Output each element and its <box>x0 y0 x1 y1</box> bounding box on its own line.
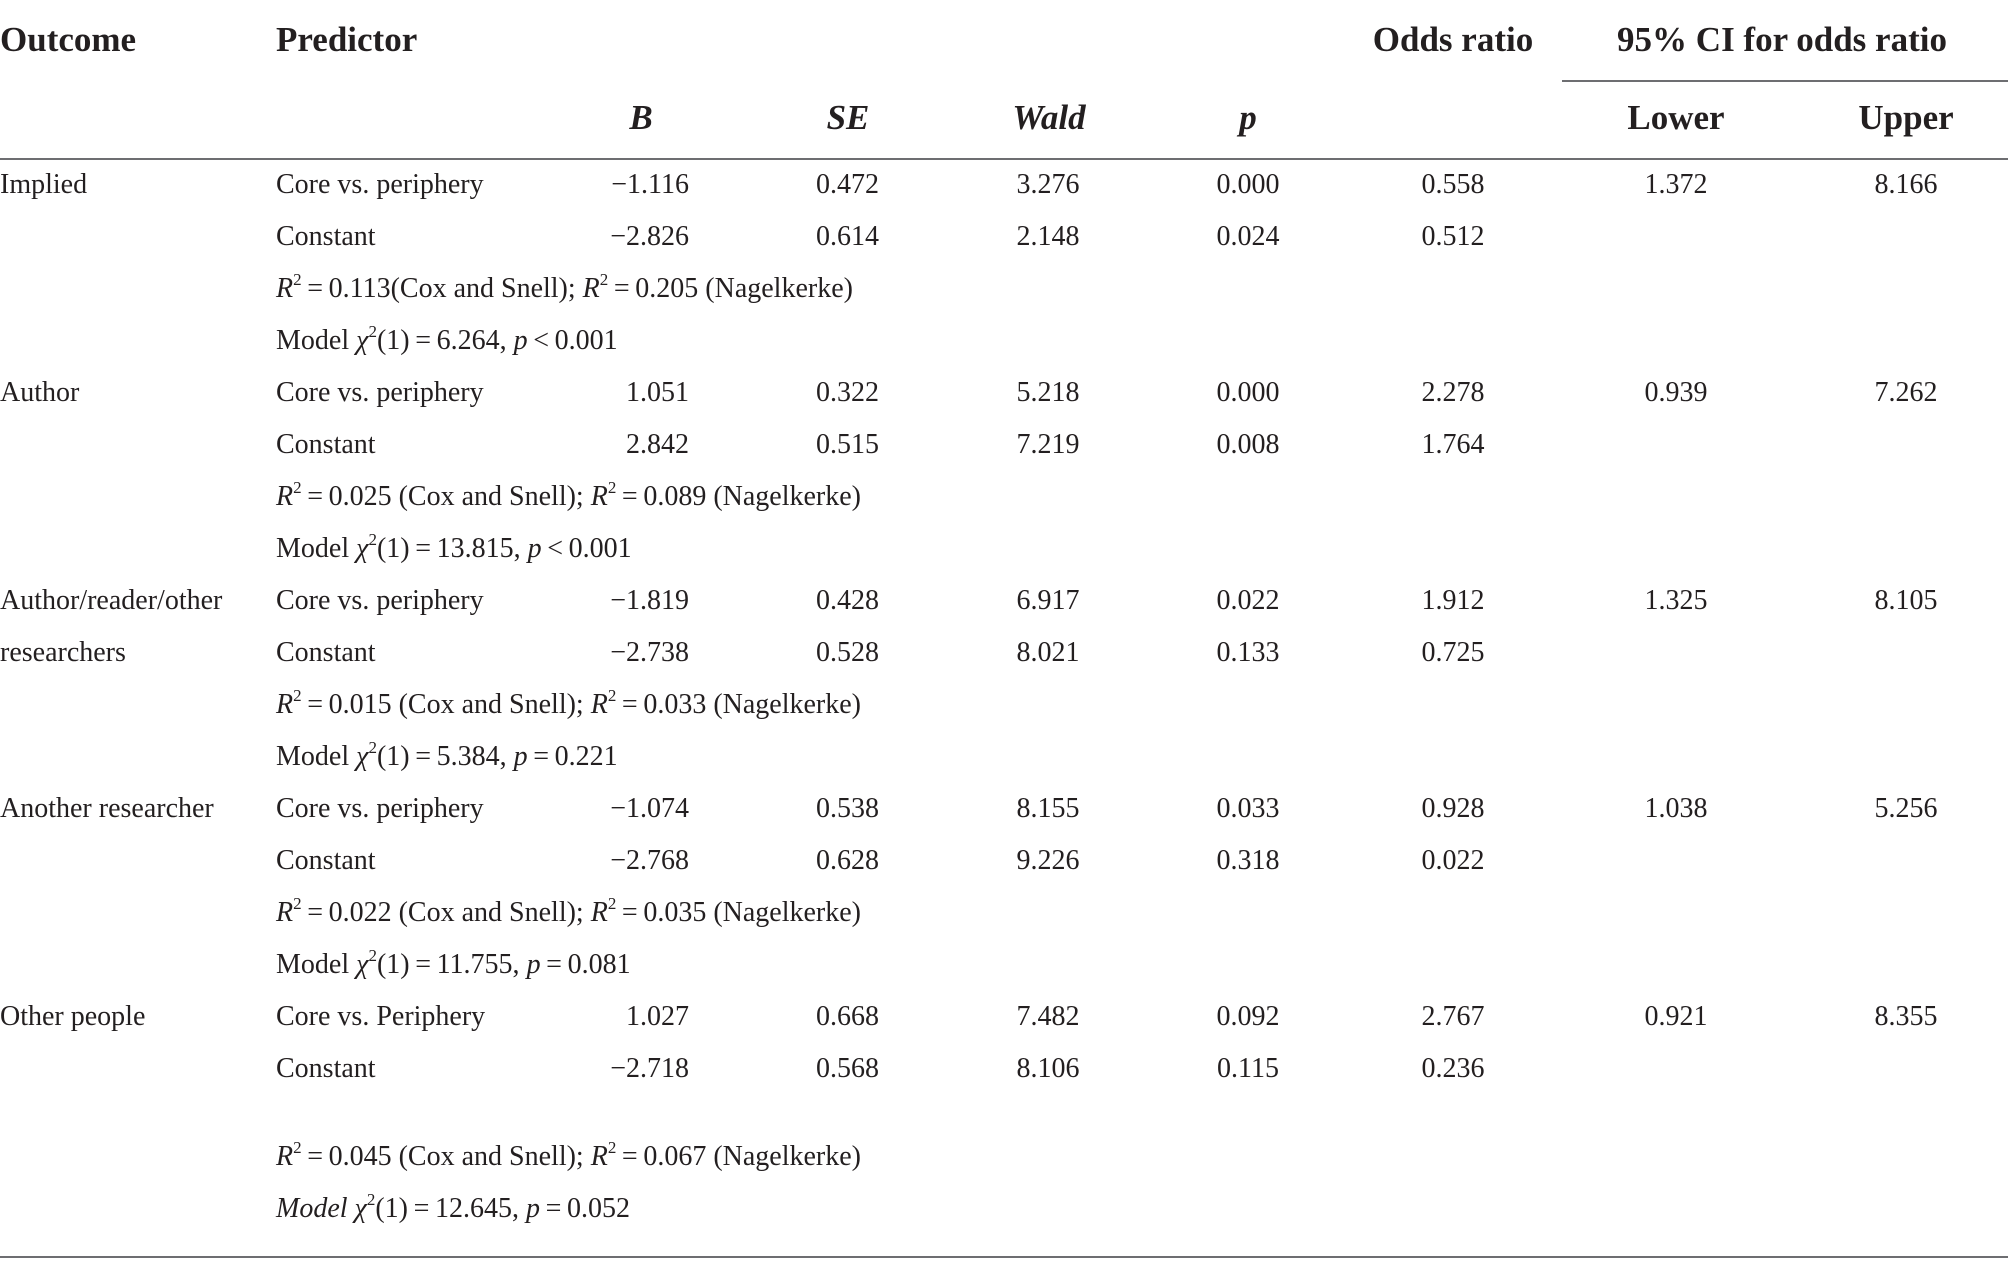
cell-predictor: Core vs. periphery <box>276 585 484 616</box>
model-chi-square-note <box>276 948 631 982</box>
cell-wald: 9.226 <box>1016 845 1080 876</box>
r2-nagelkerke: = 0.035 (Nagelkerke) <box>616 897 861 928</box>
model-prefix: Model <box>276 741 357 772</box>
cell-p: 0.318 <box>1216 845 1280 876</box>
cell-wald: 8.106 <box>1016 1053 1080 1084</box>
outcome-label-line2: researchers <box>0 637 126 668</box>
cell-wald: 8.021 <box>1016 637 1080 668</box>
model-chi-square-note <box>276 1192 630 1226</box>
cell-predictor: Constant <box>276 637 376 668</box>
header-p: p <box>1239 98 1257 137</box>
cell-se: 0.568 <box>816 1053 879 1084</box>
cell-predictor: Constant <box>276 429 376 460</box>
r-squared-note <box>276 896 861 930</box>
r-symbol: R <box>590 481 608 512</box>
cell-lower: 1.372 <box>1644 169 1708 200</box>
cell-upper: 7.262 <box>1874 377 1938 408</box>
outcome-label: Author/reader/other <box>0 585 223 616</box>
r-symbol: R <box>582 273 600 304</box>
cell-wald: 6.917 <box>1016 585 1080 616</box>
cell-or: 0.558 <box>1421 169 1485 200</box>
cell-lower: 1.325 <box>1644 585 1708 616</box>
r-symbol: R <box>276 481 294 512</box>
r-squared-note <box>276 688 861 722</box>
cell-wald: 7.482 <box>1016 1001 1080 1032</box>
cell-b: −2.768 <box>610 845 689 876</box>
chi-symbol: χ <box>356 533 369 564</box>
cell-or: 1.912 <box>1421 585 1485 616</box>
cell-se: 0.628 <box>816 845 879 876</box>
cell-b: −1.074 <box>610 793 689 824</box>
header-predictor: Predictor <box>276 20 418 59</box>
header-wald: Wald <box>1012 98 1086 137</box>
chi-symbol: χ <box>354 1193 367 1224</box>
r2-cox-snell: = 0.045 (Cox and Snell); <box>301 1141 591 1172</box>
r-symbol: R <box>590 689 608 720</box>
cell-se: 0.515 <box>816 429 879 460</box>
chi-exponent: 2 <box>368 530 377 549</box>
cell-wald: 2.148 <box>1016 221 1080 252</box>
cell-se: 0.472 <box>816 169 879 200</box>
cell-p: 0.000 <box>1216 377 1280 408</box>
cell-p: 0.133 <box>1216 637 1280 668</box>
r2-nagelkerke: = 0.067 (Nagelkerke) <box>616 1141 861 1172</box>
model-statistic: (1) = 5.384, <box>376 741 514 772</box>
r2-cox-snell: = 0.015 (Cox and Snell); <box>301 689 591 720</box>
chi-exponent: 2 <box>368 738 377 757</box>
r-squared-note <box>276 480 861 514</box>
p-symbol: p <box>526 1193 541 1224</box>
cell-lower: 0.921 <box>1644 1001 1708 1032</box>
cell-p: 0.022 <box>1216 585 1280 616</box>
cell-p: 0.115 <box>1217 1053 1279 1084</box>
cell-b: −1.116 <box>611 169 689 200</box>
model-statistic: (1) = 11.755, <box>376 949 527 980</box>
cell-wald: 7.219 <box>1016 429 1080 460</box>
header-bottom-rule <box>0 158 2008 160</box>
p-symbol: p <box>513 325 528 356</box>
cell-p: 0.024 <box>1216 221 1280 252</box>
outcome-label: Other people <box>0 1001 146 1032</box>
r-symbol: R <box>590 1141 608 1172</box>
cell-upper: 8.166 <box>1874 169 1938 200</box>
header-odds-ratio: Odds ratio <box>1372 20 1534 59</box>
model-prefix: Model <box>276 1193 355 1224</box>
r-exponent: 2 <box>293 478 302 497</box>
r2-cox-snell: = 0.022 (Cox and Snell); <box>301 897 591 928</box>
model-p-value: < 0.001 <box>527 325 618 356</box>
cell-se: 0.528 <box>816 637 879 668</box>
outcome-label: Another researcher <box>0 793 214 824</box>
r-exponent: 2 <box>607 894 617 913</box>
cell-p: 0.092 <box>1216 1001 1280 1032</box>
r2-nagelkerke: = 0.033 (Nagelkerke) <box>616 689 861 720</box>
ci-header-rule <box>1562 80 2008 82</box>
header-upper: Upper <box>1858 98 1954 137</box>
cell-or: 0.236 <box>1421 1053 1485 1084</box>
outcome-label: Author <box>0 377 80 408</box>
cell-or: 0.725 <box>1421 637 1485 668</box>
r-squared-note <box>276 1140 861 1174</box>
model-prefix: Model <box>276 325 357 356</box>
model-p-value: = 0.081 <box>540 949 631 980</box>
chi-symbol: χ <box>356 741 369 772</box>
cell-wald: 5.218 <box>1016 377 1080 408</box>
cell-predictor: Core vs. periphery <box>276 377 484 408</box>
r-exponent: 2 <box>607 1138 617 1157</box>
cell-upper: 8.355 <box>1874 1001 1938 1032</box>
r-symbol: R <box>276 897 294 928</box>
r-squared-note <box>276 272 853 306</box>
chi-exponent: 2 <box>366 1190 376 1209</box>
cell-or: 2.278 <box>1421 377 1485 408</box>
r-exponent: 2 <box>599 270 609 289</box>
cell-se: 0.668 <box>816 1001 879 1032</box>
model-statistic: (1) = 12.645, <box>375 1193 527 1224</box>
model-chi-square-note <box>276 740 618 774</box>
r-symbol: R <box>590 897 608 928</box>
p-symbol: p <box>527 533 542 564</box>
r2-nagelkerke: = 0.089 (Nagelkerke) <box>616 481 861 512</box>
r2-cox-snell: = 0.113(Cox and Snell); <box>301 273 583 304</box>
model-chi-square-note <box>276 532 632 566</box>
cell-se: 0.614 <box>816 221 879 252</box>
cell-se: 0.428 <box>816 585 879 616</box>
header-95-ci: 95% CI for odds ratio <box>1617 20 1947 59</box>
cell-wald: 3.276 <box>1016 169 1080 200</box>
r-symbol: R <box>276 689 294 720</box>
r-exponent: 2 <box>293 686 302 705</box>
model-p-value: = 0.052 <box>540 1193 631 1224</box>
cell-b: 1.051 <box>626 377 689 408</box>
model-chi-square-note <box>276 324 618 358</box>
cell-se: 0.322 <box>816 377 879 408</box>
chi-exponent: 2 <box>368 946 377 965</box>
header-lower: Lower <box>1627 98 1725 137</box>
cell-or: 0.928 <box>1421 793 1485 824</box>
p-symbol: p <box>513 741 528 772</box>
model-prefix: Model <box>276 533 357 564</box>
model-statistic: (1) = 6.264, <box>376 325 514 356</box>
cell-p: 0.008 <box>1216 429 1280 460</box>
cell-wald: 8.155 <box>1016 793 1080 824</box>
cell-predictor: Constant <box>276 1053 376 1084</box>
model-statistic: (1) = 13.815, <box>376 533 528 564</box>
header-outcome: Outcome <box>0 20 137 59</box>
cell-predictor: Core vs. Periphery <box>276 1001 486 1032</box>
cell-or: 1.764 <box>1421 429 1485 460</box>
model-p-value: = 0.221 <box>527 741 618 772</box>
cell-lower: 0.939 <box>1644 377 1708 408</box>
r2-cox-snell: = 0.025 (Cox and Snell); <box>301 481 591 512</box>
header-b: B <box>629 98 653 137</box>
chi-exponent: 2 <box>368 322 377 341</box>
r-symbol: R <box>276 1141 294 1172</box>
cell-b: 2.842 <box>626 429 689 460</box>
r-symbol: R <box>276 273 294 304</box>
r-exponent: 2 <box>293 1138 302 1157</box>
cell-b: −1.819 <box>610 585 689 616</box>
header-se: SE <box>826 98 870 137</box>
model-prefix: Model <box>276 949 357 980</box>
r-exponent: 2 <box>293 270 302 289</box>
cell-p: 0.000 <box>1216 169 1280 200</box>
outcome-label: Implied <box>0 169 88 200</box>
cell-upper: 8.105 <box>1874 585 1938 616</box>
chi-symbol: χ <box>356 949 369 980</box>
chi-symbol: χ <box>356 325 369 356</box>
p-symbol: p <box>526 949 541 980</box>
cell-b: −2.738 <box>610 637 689 668</box>
table-bottom-rule <box>0 1256 2008 1258</box>
r-exponent: 2 <box>607 478 617 497</box>
cell-predictor: Constant <box>276 221 376 252</box>
cell-upper: 5.256 <box>1874 793 1938 824</box>
cell-or: 0.022 <box>1421 845 1485 876</box>
cell-lower: 1.038 <box>1644 793 1708 824</box>
r-exponent: 2 <box>607 686 617 705</box>
cell-b: 1.027 <box>626 1001 689 1032</box>
r-exponent: 2 <box>293 894 302 913</box>
cell-predictor: Constant <box>276 845 376 876</box>
cell-se: 0.538 <box>816 793 879 824</box>
r2-nagelkerke: = 0.205 (Nagelkerke) <box>608 273 853 304</box>
cell-or: 0.512 <box>1421 221 1485 252</box>
cell-p: 0.033 <box>1216 793 1280 824</box>
cell-b: −2.826 <box>610 221 689 252</box>
cell-predictor: Core vs. periphery <box>276 793 484 824</box>
model-p-value: < 0.001 <box>541 533 632 564</box>
cell-predictor: Core vs. periphery <box>276 169 484 200</box>
cell-or: 2.767 <box>1421 1001 1485 1032</box>
cell-b: −2.718 <box>610 1053 689 1084</box>
